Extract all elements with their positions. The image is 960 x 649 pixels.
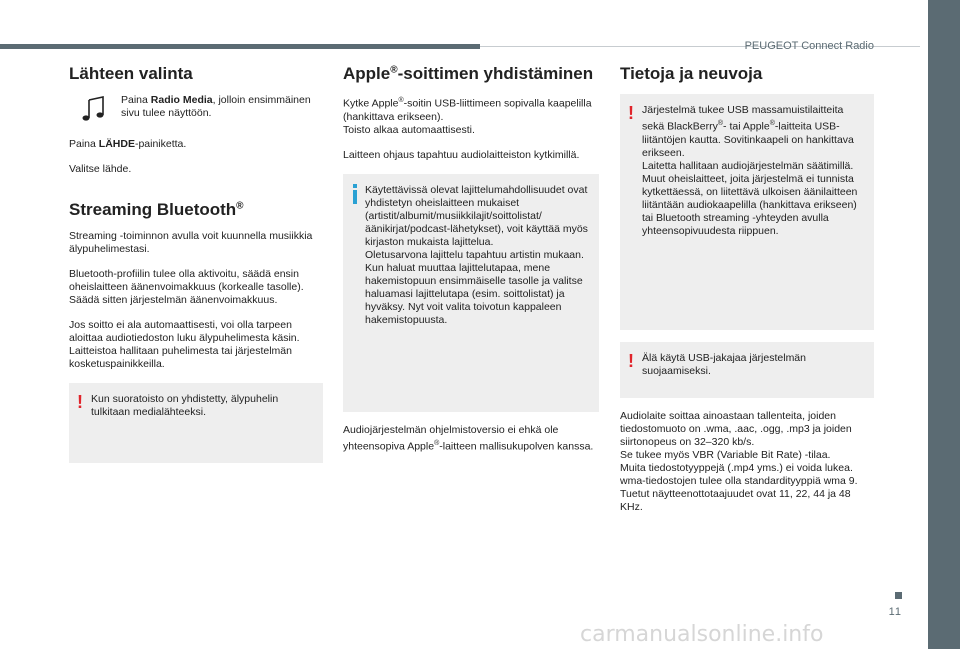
warning-icon: ! xyxy=(628,103,634,123)
source-button-text: Paina LÄHDE-painiketta. xyxy=(69,138,187,150)
brand-header: PEUGEOT Connect Radio xyxy=(744,40,874,52)
info-text-sorting: Käytettävissä olevat lajittelumahdollisuudet ovat yhdistetyn oheislaitteen mukaiset (artistit/albumit/musiikkilajit/soittolistat/äänikirjat/podcast-lähetykset), voit käyttää myös kirjaston mukaista lajittelua. Oletusarvona lajittelu tapahtuu artistin mukaan. Kun haluat muuttaa lajittelutapaa, mene hakemistopuun ensimmäiselle tasolle ja valitse haluamasi lajittelutapa (esim. soittolistat) ja hyväksy. Nyt voit valita toivotun kappaleen hakemistopuusta. xyxy=(365,183,588,326)
choose-source-text: Valitse lähde. xyxy=(69,163,132,175)
warning-icon: ! xyxy=(77,392,83,412)
section-title-bluetooth: Streaming Bluetooth® xyxy=(69,200,244,219)
warning-box-hub xyxy=(620,342,874,398)
bluetooth-paragraph-1: Streaming -toiminnon avulla voit kuunnella musiikkia älypuhelimestasi. xyxy=(69,230,313,255)
warning-text-streaming: Kun suoratoisto on yhdistetty, älypuhelin tulkitaan medialähteeksi. xyxy=(91,393,279,418)
page-number: 11 xyxy=(888,606,902,618)
radio-media-instruction xyxy=(69,94,323,124)
side-bar xyxy=(928,0,960,649)
apple-paragraph-2: Laitteen ohjaus tapahtuu audiolaitteiston kytkimillä. xyxy=(343,148,580,161)
section-title-source: Lähteen valinta xyxy=(69,64,193,83)
warning-text-hub: Älä käytä USB-jakajaa järjestelmän suojaamiseksi. xyxy=(642,352,806,377)
apple-paragraph-3: Audiojärjestelmän ohjelmistoversio ei ehkä ole yhteensopiva Apple®-laitteen mallisukupolven kanssa. xyxy=(343,423,594,452)
info-icon xyxy=(350,184,360,204)
column-source xyxy=(69,64,323,475)
warning-text-usb: Järjestelmä tukee USB massamuistilaitteita sekä BlackBerry®- tai Apple®-laitteita USB-liitäntöjen kautta. Sovitinkaapeli on hankittava erikseen. Laitetta hallitaan audiojärjestelmän säätimillä. Muut oheislaitteet, joita järjestelmä ei tunnista kytkettäessä, on liitettävä ulkoisen äänilaitteen liitäntään audiokaapelilla (hankittava erikseen) tai Bluetooth streaming -yhteyden avulla yhteensopivuudesta riippuen. xyxy=(642,104,858,237)
top-bar xyxy=(0,44,480,49)
info-box-sorting xyxy=(343,174,599,412)
warning-box-usb xyxy=(620,94,874,330)
watermark: carmanualsonline.info xyxy=(580,622,824,647)
apple-paragraph-1: Kytke Apple®-soitin USB-liittimeen sopivalla kaapelilla (hankittava erikseen). Toisto alkaa automaattisesti. xyxy=(343,97,592,136)
tips-paragraph-formats: Audiolaite soittaa ainoastaan tallenteita, joiden tiedostomuoto on .wma, .aac, .ogg, .mp3 ja joiden siirtonopeus on 32–320 kb/s. Se tukee myös VBR (Variable Bit Rate) -tilaa. Muita tiedostotyyppejä (.mp4 yms.) ei voida lukea. wma-tiedostojen tulee olla standardityyppiä wma 9. Tuetut näytteenottotaajuudet ovat 11, 22, 44 ja 48 KHz. xyxy=(620,410,858,513)
column-tips xyxy=(620,64,874,526)
bluetooth-paragraph-3: Jos soitto ei ala automaattisesti, voi olla tarpeen aloittaa audiotiedoston luku älypuhelimesta käsin. Laitteistoa hallitaan puhelimesta tai järjestelmän kosketuspainikkeilla. xyxy=(69,319,300,370)
music-note-icon xyxy=(69,94,121,124)
warning-icon: ! xyxy=(628,351,634,371)
bluetooth-paragraph-2: Bluetooth-profiilin tulee olla aktivoitu, säädä ensin oheislaitteen äänenvoimakkuus (korkealle tasolle). Säädä sitten järjestelmän äänenvoimakkuus. xyxy=(69,268,304,306)
section-title-apple: Apple®-soittimen yhdistäminen xyxy=(343,64,594,83)
radio-media-text: Paina Radio Media, jolloin ensimmäinen sivu tulee näyttöön. xyxy=(121,94,311,119)
warning-box-streaming xyxy=(69,383,323,463)
column-apple xyxy=(343,64,599,465)
page-marker xyxy=(895,592,902,599)
section-title-tips: Tietoja ja neuvoja xyxy=(620,64,763,83)
